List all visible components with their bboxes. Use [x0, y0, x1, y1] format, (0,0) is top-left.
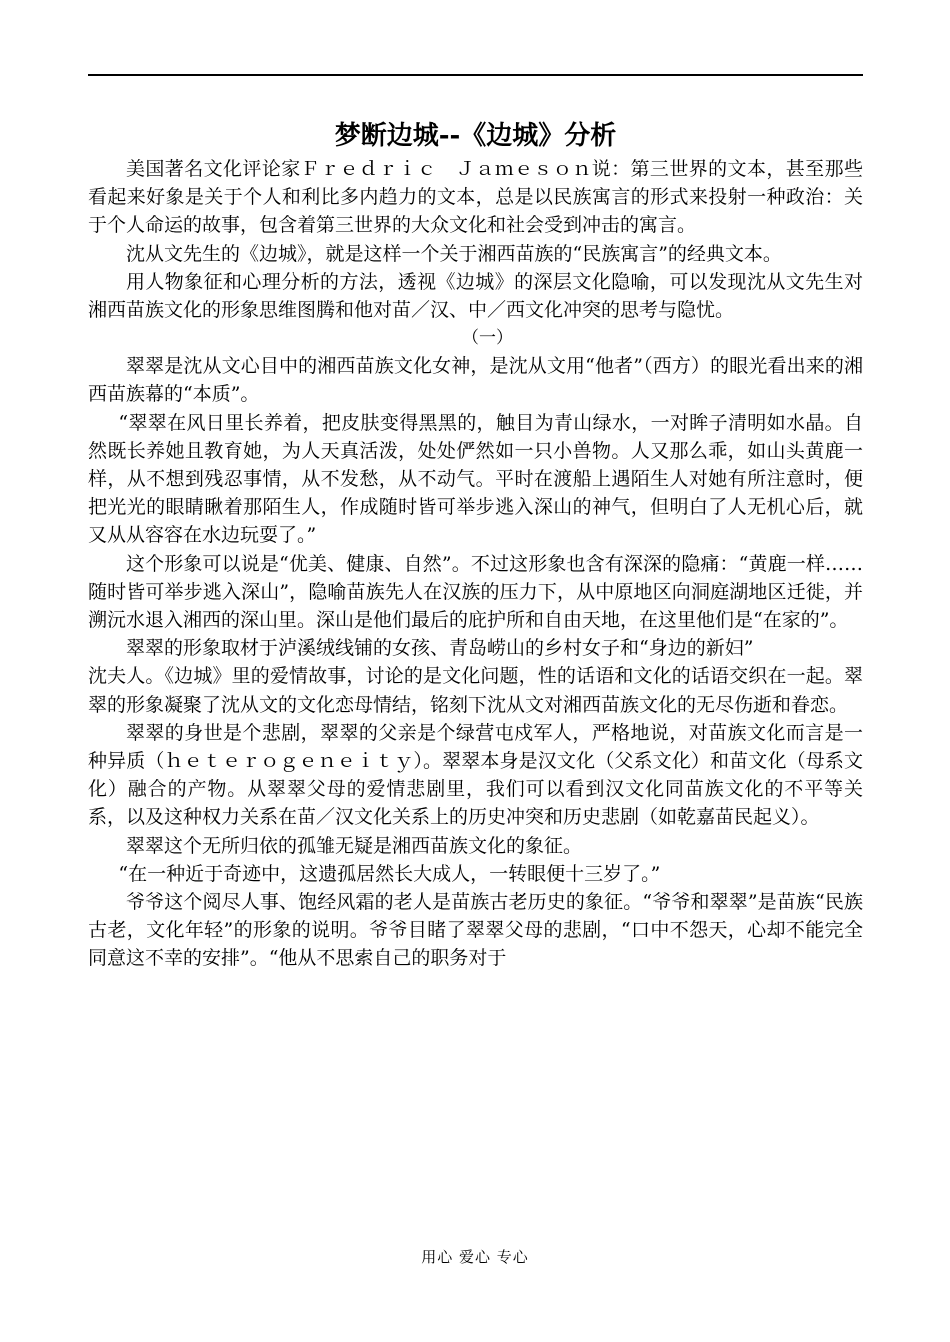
document-body	[88, 118, 863, 973]
page-footer: 用心 爱心 专心	[421, 1248, 529, 1266]
paragraph-grandfather: 爷爷这个阅尽人事、饱经风霜的老人是苗族古老历史的象征。“爷爷和翠翠”是苗族“民族古老，文化年轻”的形象的说明。爷爷目睹了翠翠父母的悲剧，“口中不怨天，心却不能完全同意这不幸的安排”。“他从不思索自己的职务对于	[88, 891, 863, 970]
header-rule	[88, 74, 863, 76]
paragraph-intro-3: 用人物象征和心理分析的方法，透视《边城》的深层文化隐喻，可以发现沈从文先生对湘西苗族文化的形象思维图腾和他对苗／汉、中／西文化冲突的思考与隐忧。	[88, 270, 863, 322]
paragraph-cuicui-goddess: 翠翠是沈从文心目中的湘西苗族文化女神，是沈从文用“他者”（西方）的眼光看出来的湘西苗族幕的“本质”。	[88, 355, 863, 406]
paragraph-image-analysis: 这个形象可以说是“优美、健康、自然”。不过这形象也含有深深的隐痛：“黄鹿一样……随时皆可举步逃入深山”，隐喻苗族先人在汉族的压力下，从中原地区向洞庭湖地区迁徙，并溯沅水退入湘西的深山里。深山是他们最后的庇护所和自由天地，在这里他们是“在家的”。	[88, 552, 863, 632]
paragraph-quote-orphan: “在一种近于奇迹中，这遗孤居然长大成人，一转眼便十三岁了。”	[118, 862, 661, 885]
paragraph-orphan-symbol: 翠翠这个无所归依的孤雏无疑是湘西苗族文化的象征。	[126, 834, 583, 857]
paragraph-intro-2: 沈从文先生的《边城》，就是这样一个关于湘西苗族的“民族寓言”的经典文本。	[126, 242, 782, 265]
paragraph-background: 翠翠的身世是个悲剧，翠翠的父亲是个绿营屯戍军人，严格地说，对苗族文化而言是一种异质（ｈｅｔｅｒｏｇｅｎｅｉｔｙ）。翠翠本身是汉文化（父系文化）和苗文化（母系文化）融合的产物。从翠翠父母的爱情悲剧里，我们可以看到汉文化同苗族文化的不平等关系，以及这种权力关系在苗／汉文化关系上的历史冲突和历史悲剧（如乾嘉苗民起义）。	[88, 721, 863, 829]
paragraph-love-story: 沈夫人。《边城》里的爱情故事，讨论的是文化问题，性的话语和文化的话语交织在一起。翠翠的形象凝聚了沈从文的文化恋母情结，铭刻下沈从文对湘西苗族文化的无尽伤逝和眷恋。	[88, 665, 863, 716]
document-title: 梦断边城--《边城》分析	[334, 121, 617, 151]
section-heading: （一）	[462, 328, 513, 349]
paragraph-intro-1: 美国著名文化评论家Ｆｒｅｄｒｉｃ Ｊａｍｅｓｏｎ说：第三世界的文本，甚至那些看起来好象是关于个人和利比多内趋力的文本，总是以民族寓言的形式来投射一种政治：关于个人命运的故事，包含着第三世界的大众文化和社会受到冲击的寓言。	[88, 158, 863, 237]
paragraph-image-source: 翠翠的形象取材于泸溪绒线铺的女孩、青岛崂山的乡村女子和“身边的新妇”	[126, 637, 754, 660]
paragraph-quote-cuicui: “翠翠在风日里长养着，把皮肤变得黑黑的，触目为青山绿水，一对眸子清明如水晶。自然既长养她且教育她，为人天真活泼，处处俨然如一只小兽物。人又那么乖，如山头黄鹿一样，从不想到残忍事情，从不发愁，从不动气。平时在渡船上遇陌生人对她有所注意时，便把光光的眼睛瞅着那陌生人，作成随时皆可举步逃入深山的神气，但明白了人无机心后，就又从从容容在水边玩耍了。”	[88, 411, 863, 547]
